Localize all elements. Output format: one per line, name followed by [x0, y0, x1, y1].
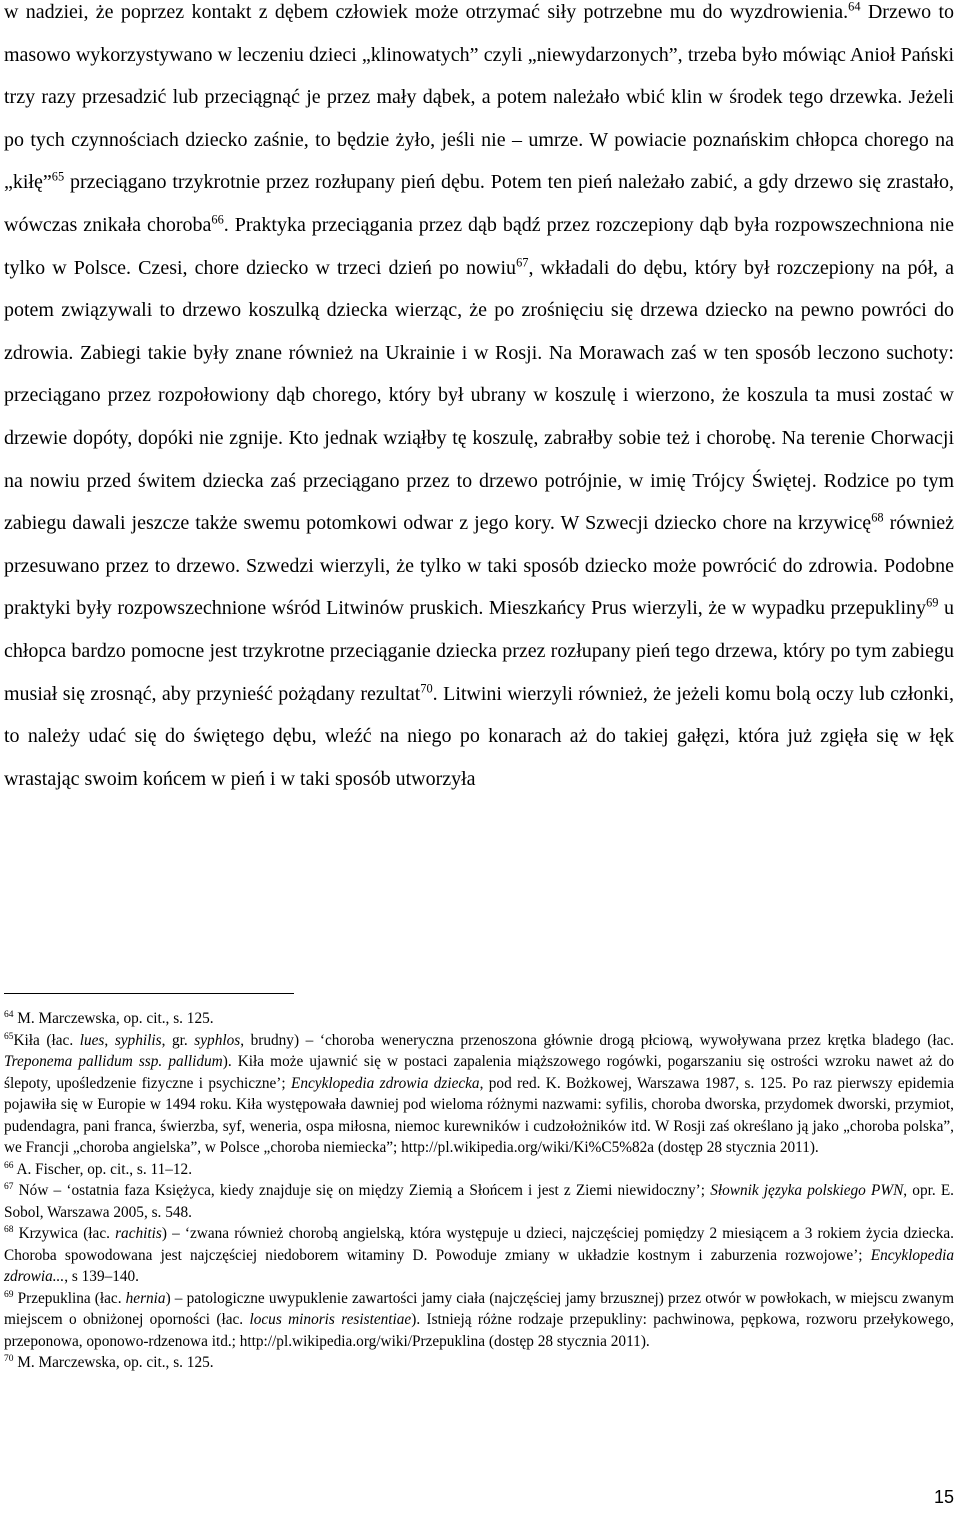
footnote-text: A. Fischer, op. cit., s. 11–12. — [13, 1160, 193, 1178]
footnote-italic: Encyklopedia zdrowia dziecka — [291, 1074, 480, 1092]
footnote-number: 65 — [4, 1031, 14, 1042]
main-paragraph — [4, 0, 954, 800]
footnote-ref-69[interactable]: 69 — [926, 595, 939, 610]
body-text-segment: , wkładali do dębu, który był rozczepiony na pół, a potem związywali to drzewo koszulką dziecka wierząc, że po zrośnięciu się drzewa dziecko na pewno powróci do zdrowia. Zabiegi takie były znane również na Ukrainie i w Rosji. Na Morawach zaś w ten sposób leczono suchoty: przeciągano przez rozpołowiony dąb chorego, który był ubrany w koszulę i wierzono, że koszula ta musi zostać w drzewie dopóty, dopóki nie zgnije. Kto jednak wziąłby tę koszulę, zabrałby sobie też i chorobę. Na terenie Chorwacji na nowiu przed świtem dziecka zaś przeciągano przez to drzewo potrójnie, w imię Trójcy Świętej. Rodzice po tym zabiegu dawali jeszcze także swemu potomkowi odwar z jego kory. W Szwecji dziecko chore na krzywicę — [4, 256, 954, 535]
body-text-segment: w nadziei, że poprzez kontakt z dębem człowiek może otrzymać siły potrzebne mu do wyzdrowienia. — [4, 1, 849, 23]
footnote-number: 70 — [4, 1353, 14, 1364]
footnote-italic: syphlos — [194, 1031, 241, 1049]
body-text-segment: . Litwini wierzyli również, że jeżeli komu bolą oczy lub członki, to należy udać się do świętego dębu, wleźć na niego po konarach aż do takiej gałęzi, która już zgięła się w łęk wrastając swoim końcem w pień i w taki sposób utworzyła — [4, 682, 954, 790]
body-text-segment: u chłopca bardzo pomocne jest trzykrotne przeciąganie dziecka przez rozłupany pień tego drzewa, który po tym zabiegu musiał się zrosnąć, aby przynieść pożądany rezultat — [4, 597, 955, 705]
footnote-text: Nów – ‘ostatnia faza Księżyca, kiedy znajduje się on między Ziemią a Słońcem i jest z Ziemi niewidoczny’; — [13, 1182, 711, 1199]
footnote-text: M. Marczewska, op. cit., s. 125. — [13, 1010, 214, 1027]
footnote-text: Kiła (łac. — [13, 1031, 80, 1049]
footnote-ref-67[interactable]: 67 — [516, 254, 529, 269]
footnote-italic: Encyklopedia zdrowia... — [4, 1246, 954, 1285]
footnote-ref-64[interactable]: 64 — [848, 0, 861, 14]
body-text-segment: Drzewo to masowo wykorzystywano w leczeniu dzieci „klinowatych” czyli „niewydarzonych”, trzeba było mówiąc Anioł Pański trzy razy przesadzić lub przeciągnąć je przez mały dąbek, a potem należało wbić klin w środek tego drzewka. Jeżeli po tych czynnościach dziecko zaśnie, to będzie żyło, jeśli nie – umrze. W powiacie poznańskim chłopca chorego na „kiłę” — [4, 1, 955, 194]
footnote-69 — [4, 1288, 954, 1353]
footnote-text: ) – ‘zwana również chorobą angielską, która występuje u dzieci, najczęściej pomiędzy 2 miesiącem a 3 rokiem życia dziecka. Choroba spowodowana jest najczęściej niedoborem witaminy D. Powoduje zmiany w układzie kostnym i zaburzenia rozwojowe’; — [4, 1225, 954, 1264]
footnote-number: 66 — [4, 1160, 14, 1171]
body-text-segment: . Praktyka przeciągania przez dąb bądź przez rozczepiony dąb była rozpowszechniona nie tylko w Polsce. Czesi, chore dziecko w trzeci dzień po nowiu — [4, 213, 954, 279]
footnotes — [4, 1008, 954, 1374]
footnote-text: , gr. — [161, 1031, 195, 1049]
footnote-ref-65[interactable]: 65 — [51, 169, 65, 184]
footnote-68 — [4, 1223, 954, 1288]
footnote-text: M. Marczewska, op. cit., s. 125. — [13, 1354, 214, 1371]
footnote-italic: rachitis — [115, 1225, 162, 1242]
footnote-text: , pod red. K. Bożkowej, Warszawa 1987, s. 125. Po raz pierwszy epidemia pojawiła się w Europie w 1494 roku. Kiła występowała dawniej pod wieloma różnymi nazwami: syfilis, choroba dworska, przydomek dworski, przymiot, pudendagra, pani franca, świerzba, syf, weneria, ospa miłosna, niemoc kurewników i cudzołożników itd. W Rosji zaś określano ją jako „choroba polska”, we Francji „choroba angielska”, w Polsce „choroba niemiecka”; http://pl.wikipedia.org/wiki/Ki%C5%82a (dostęp 28 stycznia 2011). — [4, 1074, 954, 1156]
body-text-segment: przeciągano trzykrotnie przez rozłupany pień dębu. Potem ten pień należało zabić, a gdy drzewo się zrastało, wówczas znikała choroba — [4, 171, 954, 236]
footnote-text: , brudny) – ‘choroba weneryczna przenoszona głównie drogą płciową, wywoływana przez krętka bladego (łac. — [240, 1031, 955, 1049]
page — [4, 0, 954, 809]
footnote-number: 68 — [4, 1224, 14, 1235]
footnote-number: 69 — [4, 1289, 14, 1300]
footnote-italic: locus minoris resistentiae — [249, 1311, 412, 1328]
footnote-ref-66[interactable]: 66 — [211, 212, 224, 227]
page-number: 15 — [933, 1487, 954, 1507]
footnote-italic: Słownik języka polskiego PWN — [710, 1182, 904, 1199]
footnote-separator — [4, 993, 294, 994]
footnote-ref-68[interactable]: 68 — [871, 510, 884, 525]
footnote-italic: lues — [79, 1031, 105, 1049]
footnote-italic: Treponema pallidum ssp. pallidum — [4, 1053, 223, 1070]
footnote-66 — [4, 1159, 954, 1181]
footnote-italic: syphilis — [114, 1031, 162, 1049]
footnote-number: 64 — [4, 1009, 14, 1020]
footnote-text: ) – patologiczne uwypuklenie zawartości jamy ciała (najczęściej jamy brzusznej) przez otwór w powłokach, w miejscu zwanym miejscem o obniżonej oporności (łac. — [4, 1289, 954, 1328]
footnote-text: , s 139–140. — [64, 1268, 140, 1285]
footnote-64 — [4, 1008, 954, 1030]
footnote-70 — [4, 1352, 954, 1374]
footnote-text: ). Kiła może ujawnić się w postaci zapalenia miąższowego rogówki, pogarszaniu się ostrości wzroku nawet aż do ślepoty, upośledzenie fizyczne i psychiczne’; — [4, 1053, 954, 1092]
footnote-65 — [4, 1030, 954, 1159]
footnote-italic: hernia — [125, 1289, 166, 1307]
footnote-67 — [4, 1180, 954, 1223]
footnote-text: , opr. E. Sobol, Warszawa 2005, s. 548. — [4, 1182, 955, 1221]
footnote-text: , — [104, 1031, 115, 1049]
footnote-ref-70[interactable]: 70 — [420, 680, 433, 695]
footnote-text: Krzywica (łac. — [13, 1225, 116, 1242]
footnote-number: 67 — [4, 1181, 14, 1192]
footnote-text: ). Istnieją różne rodzaje przepukliny: pachwinowa, pępkowa, rozworu przełykowego, przeponowa, oponowo-rdzenowa itd.; http://pl.wikipedia.org/wiki/Przepuklina (dostęp 28 stycznia 2011). — [4, 1311, 954, 1350]
body-text-segment: również przesuwano przez to drzewo. Szwedzi wierzyli, że tylko w taki sposób dziecko może powrócić do zdrowia. Podobne praktyki były rozpowszechnione wśród Litwinów pruskich. Mieszkańcy Prus wierzyli, że w wypadku przepukliny — [4, 512, 954, 620]
footnote-text: Przepuklina (łac. — [13, 1289, 126, 1307]
